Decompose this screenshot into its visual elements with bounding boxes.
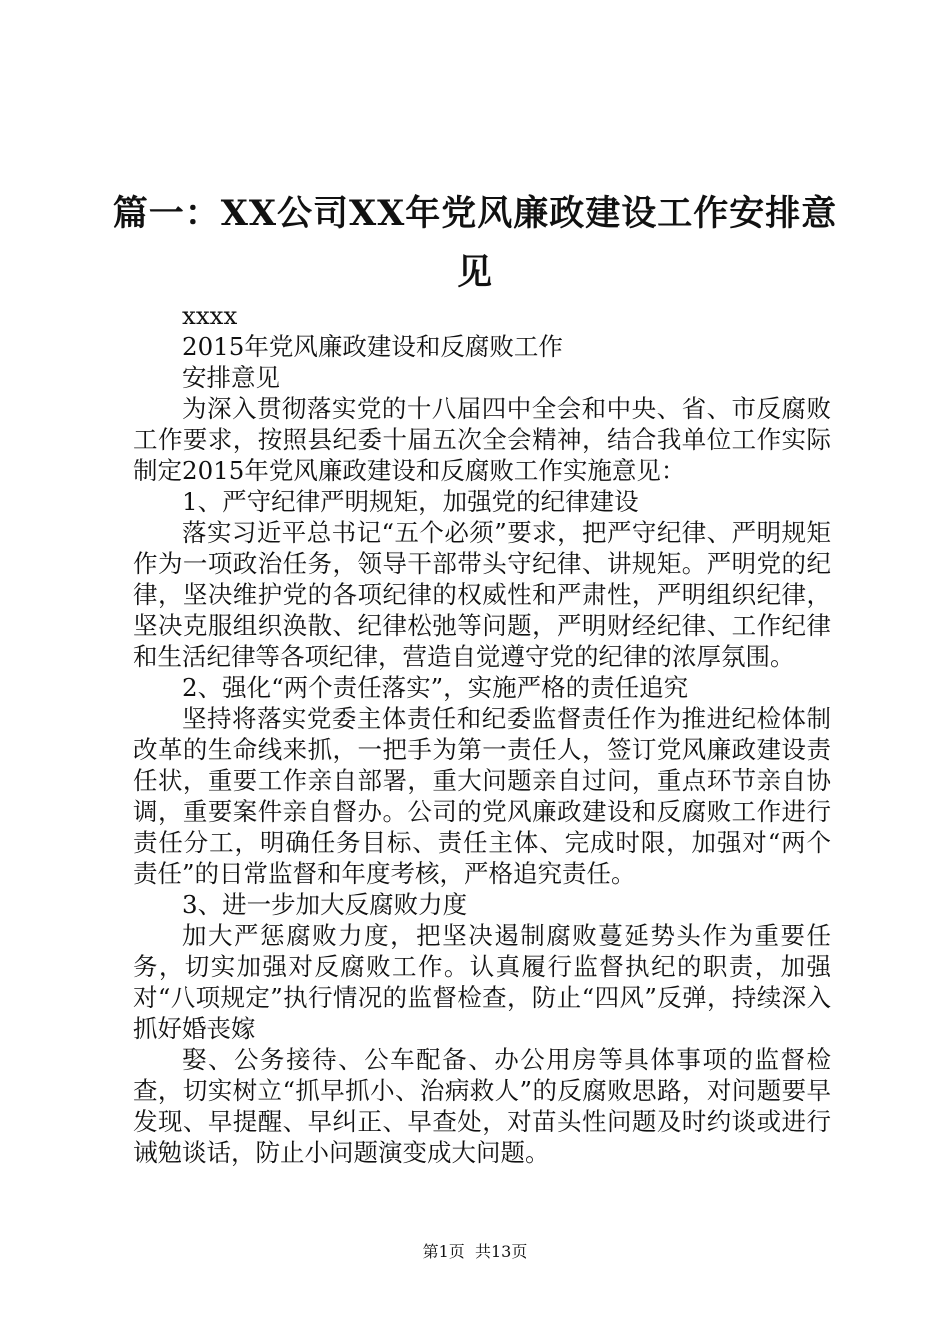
document-title (110, 184, 840, 302)
subtitle-line: 2015年党风廉政建设和反腐败工作 (182, 332, 563, 361)
body-paragraph: 加大严惩腐败力度，把坚决遏制腐败蔓延势头作为重要任务，切实加强对反腐败工作。认真履行监督执纪的职责，加强对“八项规定”执行情况的监督检查，防止“四风”反弹，持续深入抓好婚丧嫁 (133, 921, 831, 1043)
document-body (133, 300, 831, 1168)
title-line-2: 见 (456, 252, 493, 293)
page-total: 共13页 (474, 1242, 528, 1261)
section-heading: 2、强化“两个责任落实”，实施严格的责任追究 (182, 673, 689, 702)
section-heading: 1、严守纪律严明规矩，加强党的纪律建设 (182, 487, 639, 516)
page-number: 第1页 (422, 1242, 465, 1261)
section-heading: 3、进一步加大反腐败力度 (182, 890, 468, 919)
subtitle-line: 安排意见 (182, 363, 280, 392)
page-footer (0, 1242, 950, 1262)
body-paragraph: 落实习近平总书记“五个必须”要求，把严守纪律、严明规矩作为一项政治任务，领导干部带头守纪律、讲规矩。严明党的纪律，坚决维护党的各项纪律的权威性和严肃性，严明组织纪律，坚决克服组织涣散、纪律松弛等问题，严明财经纪律、工作纪律和生活纪律等各项纪律，营造自觉遵守党的纪律的浓厚氛围。 (133, 518, 831, 671)
body-paragraph: 坚持将落实党委主体责任和纪委监督责任作为推进纪检体制改革的生命线来抓，一把手为第一责任人，签订党风廉政建设责任状，重要工作亲自部署，重大问题亲自过问，重点环节亲自协调，重要案件亲自督办。公司的党风廉政建设和反腐败工作进行责任分工，明确任务目标、责任主体、完成时限，加强对“两个责任”的日常监督和年度考核，严格追究责任。 (133, 704, 831, 888)
intro-paragraph: 为深入贯彻落实党的十八届四中全会和中央、省、市反腐败工作要求，按照县纪委十届五次全会精神，结合我单位工作实际制定2015年党风廉政建设和反腐败工作实施意见： (133, 394, 831, 485)
author-line: xxxx (182, 301, 238, 330)
body-paragraph: 娶、公务接待、公车配备、办公用房等具体事项的监督检查，切实树立“抓早抓小、治病救人”的反腐败思路，对问题要早发现、早提醒、早纠正、早查处，对苗头性问题及时约谈或进行诫勉谈话，防止小问题演变成大问题。 (133, 1045, 831, 1167)
title-line-1: 篇一：XX公司XX年党风廉政建设工作安排意 (112, 193, 838, 234)
